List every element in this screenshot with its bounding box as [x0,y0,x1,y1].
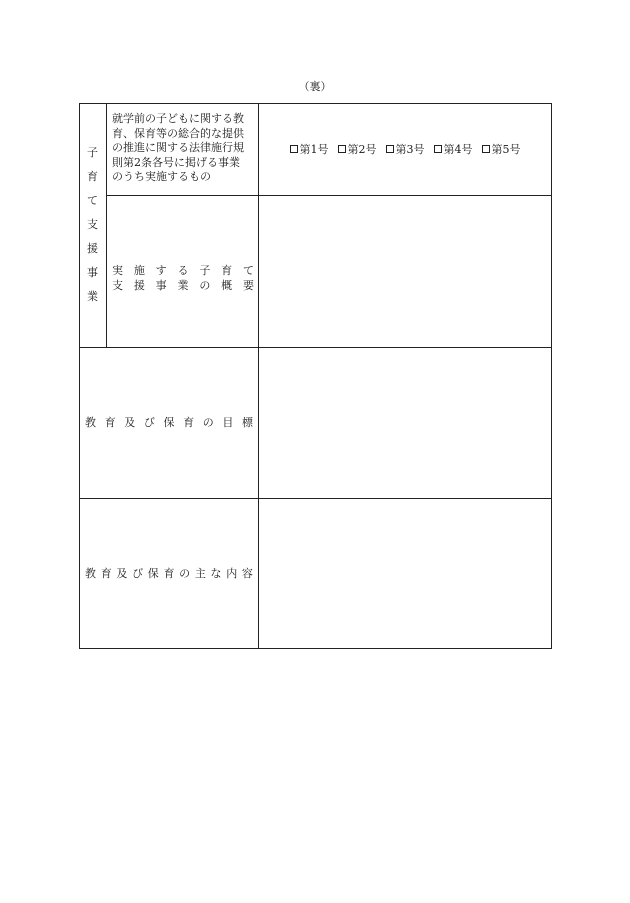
checkbox-icon[interactable] [338,145,346,153]
label-char: 標 [242,416,253,429]
label-char: 業 [177,278,189,292]
page-side-label: （裏） [298,80,332,93]
option-label: 第1号 [299,143,329,156]
label-char: 教 [85,567,96,580]
label-char: の [179,567,191,580]
option-no2[interactable] [338,141,377,157]
label-char: 育 [183,416,195,429]
option-no5[interactable] [482,141,521,157]
label-char: 目 [222,416,234,429]
option-label: 第5号 [491,143,521,156]
label-char: び [143,416,155,429]
option-label: 第2号 [347,143,377,156]
label-char: の [202,416,214,429]
label-char: 内 [226,567,238,580]
label-char: 要 [242,278,254,292]
checkbox-icon[interactable] [434,145,442,153]
vertical-label-char: 業 [87,290,98,303]
label-char: 施 [133,264,145,277]
vertical-label-char: 子 [87,146,98,159]
education-content-field[interactable] [259,499,551,648]
checkbox-icon[interactable] [482,145,490,153]
label-char: の [199,278,211,292]
label-char: 事 [155,278,167,292]
overview-label-line-2 [112,279,254,294]
label-char: 及 [124,416,136,429]
option-no3[interactable] [386,141,425,157]
label-char: 保 [147,567,159,580]
label-char: 支 [112,278,123,292]
ordinance-article-label [112,112,254,185]
vertical-label-char: 援 [87,242,98,255]
label-char: 育 [221,264,233,277]
education-content-label [85,567,253,582]
project-number-options [258,103,552,195]
ordinance-label-line: 則第2条各号に掲げる事業 [112,155,240,169]
checkbox-icon[interactable] [386,145,394,153]
support-project-overview-field[interactable] [259,196,551,346]
label-char: 援 [133,278,145,292]
label-char: 概 [221,278,233,292]
vertical-label-char: 育 [87,170,98,183]
ordinance-label-line: の推進に関する法律施行規 [112,141,244,154]
label-char: 及 [116,567,128,580]
label-char: す [155,264,167,277]
label-char: 子 [199,264,211,277]
vertical-label-char: て [87,194,98,207]
label-char: 主 [194,567,206,580]
label-char: 容 [241,567,253,580]
label-char: 実 [112,264,123,277]
label-char: る [177,264,189,277]
divider-vertical-left [106,103,107,347]
label-char: 教 [85,416,96,429]
checkbox-icon[interactable] [290,145,298,153]
overview-label-line-1 [112,264,254,279]
option-no1[interactable] [290,141,329,157]
label-char: 育 [104,416,116,429]
ordinance-label-line: 就学前の子どもに関する教 [112,112,244,125]
option-label: 第4号 [443,143,473,156]
label-char: な [210,567,222,580]
label-char: 保 [163,416,175,429]
support-project-overview-label [112,264,254,293]
vertical-label-char: 支 [87,218,98,231]
ordinance-label-line: のうち実施するもの [112,170,211,183]
label-char: び [132,567,144,580]
education-goals-label [85,416,253,431]
label-char: て [242,264,254,277]
support-project-vertical-label [79,103,106,347]
vertical-label-char: 事 [87,266,98,279]
ordinance-label-line: 育、保育等の総合的な提供 [112,126,244,140]
option-label: 第3号 [395,143,425,156]
label-char: 育 [163,567,175,580]
option-no4[interactable] [434,141,473,157]
label-char: 育 [100,567,112,580]
education-goals-field[interactable] [259,348,551,497]
